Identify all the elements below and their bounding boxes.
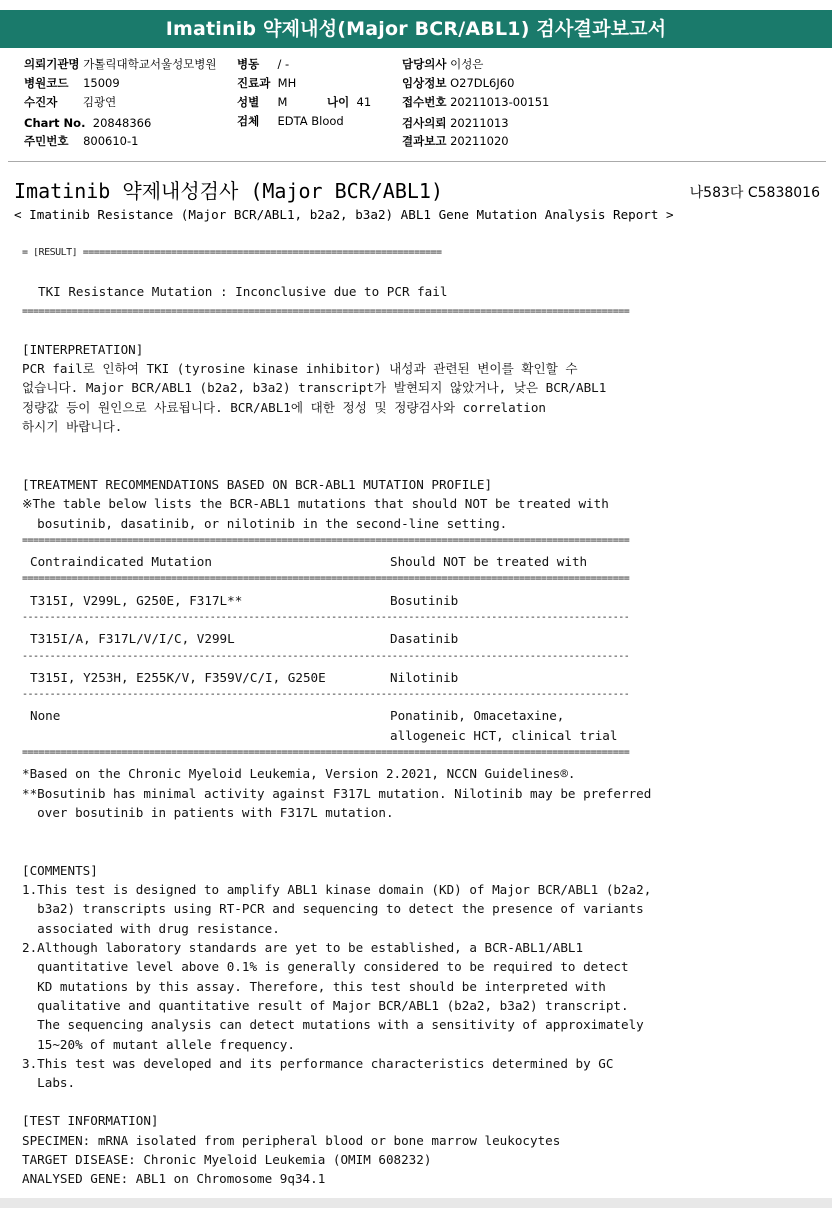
footnote: over bosutinib in patients with F317L mutation. — [22, 805, 394, 820]
comment-line: The sequencing analysis can detect mutations with a sensitivity of approximately — [22, 1017, 644, 1032]
info-hospital-code: 병원코드 15009 — [24, 76, 120, 90]
info-department: 진료과 MH — [237, 76, 297, 90]
test-info-line: SPECIMEN: mRNA isolated from peripheral blood or bone marrow leukocytes — [22, 1133, 561, 1148]
info-report-date: 결과보고 20211020 — [402, 134, 509, 148]
info-chart-no: Chart No. 20848366 — [24, 116, 152, 130]
comment-line: 1.This test is designed to amplify ABL1 kinase domain (KD) of Major BCR/ABL1 (b2a2, — [22, 882, 652, 897]
info-doctor: 담당의사 이성은 — [402, 57, 484, 71]
table-row-drug: Dasatinib — [390, 631, 459, 646]
treatment-note: bosutinib, dasatinib, or nilotinib in the second-line setting. — [22, 516, 508, 531]
table-row-mutation: T315I, Y253H, E255K/V, F359V/C/I, G250E — [30, 670, 326, 685]
info-ward: 병동 / - — [237, 57, 290, 71]
comment-line: quantitative level above 0.1% is generally considered to be required to detect — [22, 959, 629, 974]
info-sex: 성별 M — [237, 95, 288, 109]
comment-line: KD mutations by this assay. Therefore, this test should be interpreted with — [22, 979, 606, 994]
interpretation-heading: [INTERPRETATION] — [22, 342, 144, 357]
treatment-heading: [TREATMENT RECOMMENDATIONS BASED ON BCR-ABL1 MUTATION PROFILE] — [22, 477, 493, 492]
separator: ============================================================================================================== — [22, 307, 630, 317]
test-info-heading: [TEST INFORMATION] — [22, 1113, 159, 1128]
table-row-mutation: None — [30, 708, 61, 723]
separator: ============================================================================================================== — [22, 748, 630, 758]
comment-line: Labs. — [22, 1075, 76, 1090]
separator: -------------------------------------------------------------------------------------------------------------- — [22, 613, 630, 623]
info-resident-no: 주민번호 800610-1 — [24, 134, 139, 148]
interpretation-line: PCR fail로 인하여 TKI (tyrosine kinase inhibitor) 내성과 관련된 변이를 확인할 수 — [22, 361, 578, 376]
interpretation-line: 정량값 등이 원인으로 사료됩니다. BCR/ABL1에 대한 정성 및 정량검사와 correlation — [22, 400, 547, 415]
comment-line: qualitative and quantitative result of Major BCR/ABL1 (b2a2, b3a2) transcript. — [22, 998, 629, 1013]
footnote: **Bosutinib has minimal activity against F317L mutation. Nilotinib may be preferred — [22, 786, 652, 801]
comments-heading: [COMMENTS] — [22, 863, 98, 878]
table-row-mutation: T315I, V299L, G250E, F317L** — [30, 593, 243, 608]
info-specimen: 검체 EDTA Blood — [237, 114, 344, 128]
info-patient-name: 수진자 김광연 — [24, 95, 117, 109]
table-row-drug: Ponatinib, Omacetaxine, — [390, 708, 565, 723]
comment-line: b3a2) transcripts using RT-PCR and sequencing to detect the presence of variants — [22, 901, 644, 916]
info-receipt-no: 접수번호 20211013-00151 — [402, 95, 550, 109]
report-code: 나583다 C5838016 — [689, 185, 820, 201]
test-info-line: ANALYSED GENE: ABL1 on Chromosome 9q34.1 — [22, 1171, 326, 1186]
info-divider — [8, 161, 826, 162]
table-row-drug: Bosutinib — [390, 593, 459, 608]
info-age: 나이 41 — [327, 95, 372, 109]
table-row-mutation: T315I/A, F317L/V/I/C, V299L — [30, 631, 235, 646]
separator: ============================================================================================================== — [22, 536, 630, 546]
treatment-note: ※The table below lists the BCR-ABL1 mutations that should NOT be treated with — [22, 496, 609, 511]
comment-line: 2.Although laboratory standards are yet to be established, a BCR-ABL1/ABL1 — [22, 940, 584, 955]
info-request-date: 검사의뢰 20211013 — [402, 116, 509, 130]
test-info-line: TARGET DISEASE: Chronic Myeloid Leukemia (OMIM 608232) — [22, 1152, 432, 1167]
separator: -------------------------------------------------------------------------------------------------------------- — [22, 652, 630, 662]
table-row-drug: allogeneic HCT, clinical trial — [390, 728, 618, 743]
result-heading: = [RESULT] ================================================================= — [22, 248, 442, 258]
table-row-drug: Nilotinib — [390, 670, 459, 685]
info-hospital: 의뢰기관명 가톨릭대학교서울성모병원 — [24, 57, 217, 71]
separator: ============================================================================================================== — [22, 574, 630, 584]
footnote: *Based on the Chronic Myeloid Leukemia, Version 2.2021, NCCN Guidelines®. — [22, 766, 576, 781]
interpretation-line: 없습니다. Major BCR/ABL1 (b2a2, b3a2) transcript가 발현되지 않았거나, 낮은 BCR/ABL1 — [22, 380, 607, 395]
report-header-title: Imatinib 약제내성(Major BCR/ABL1) 검사결과보고서 — [0, 10, 832, 48]
separator: -------------------------------------------------------------------------------------------------------------- — [22, 690, 630, 700]
table-header-drug: Should NOT be treated with — [390, 554, 588, 569]
report-title: Imatinib 약제내성검사 (Major BCR/ABL1) — [14, 179, 443, 203]
comment-line: associated with drug resistance. — [22, 921, 280, 936]
table-header-mutation: Contraindicated Mutation — [30, 554, 212, 569]
comment-line: 15~20% of mutant allele frequency. — [22, 1037, 295, 1052]
report-subtitle: < Imatinib Resistance (Major BCR/ABL1, b2a2, b3a2) ABL1 Gene Mutation Analysis Report > — [14, 207, 674, 222]
info-clinical: 임상정보 O27DL6J60 — [402, 76, 515, 90]
result-text: TKI Resistance Mutation : Inconclusive due to PCR fail — [38, 284, 448, 299]
comment-line: 3.This test was developed and its performance characteristics determined by GC — [22, 1056, 614, 1071]
interpretation-line: 하시기 바랍니다. — [22, 419, 123, 434]
